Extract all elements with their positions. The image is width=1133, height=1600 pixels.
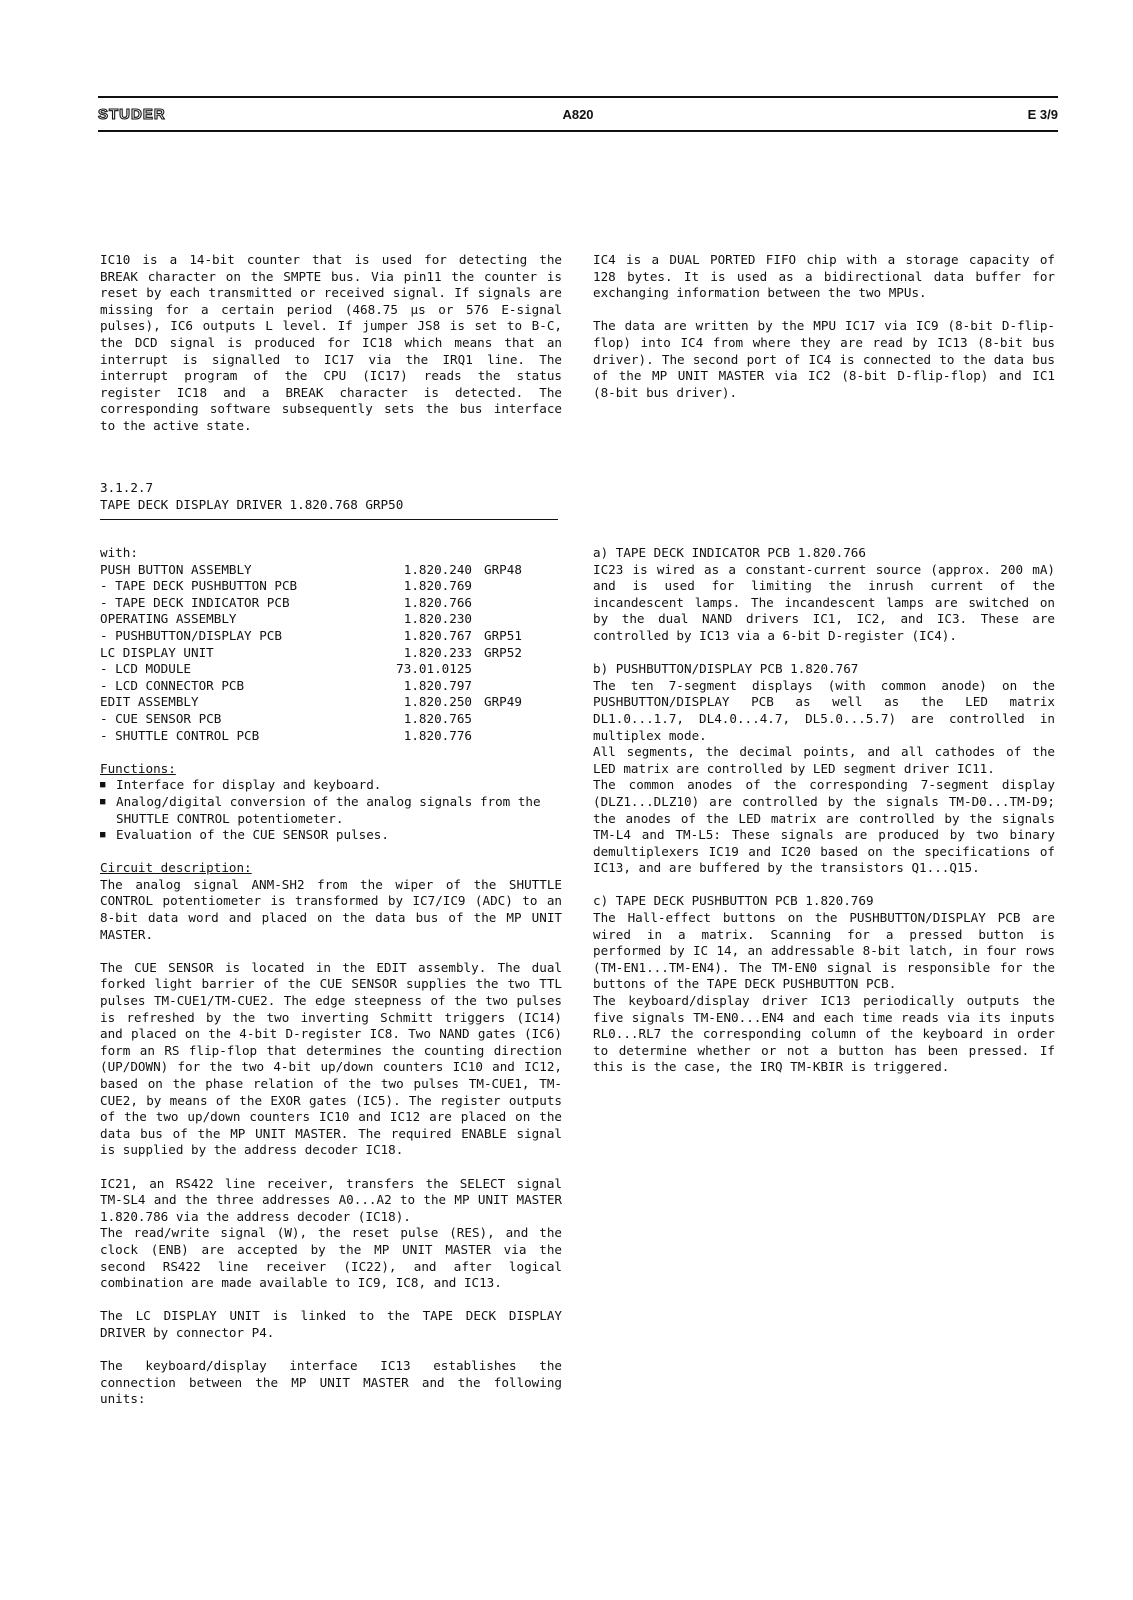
list-item: ■ Evaluation of the CUE SENSOR pulses.	[100, 827, 562, 844]
left-main-column	[100, 545, 562, 1408]
part-name: - CUE SENSOR PCB	[100, 710, 222, 726]
table-row	[100, 728, 522, 745]
part-number: 1.820.230	[403, 611, 472, 627]
part-group: GRP48	[484, 561, 522, 577]
pushbutton-pcb-title: c) TAPE DECK PUSHBUTTON PCB 1.820.769	[593, 893, 874, 909]
part-group	[472, 578, 522, 595]
part-name: - LCD CONNECTOR PCB	[100, 677, 245, 693]
section-title: TAPE DECK DISPLAY DRIVER 1.820.768 GRP50	[100, 496, 404, 512]
page-header	[98, 104, 1058, 126]
table-row	[100, 694, 522, 711]
part-name: - SHUTTLE CONTROL PCB	[100, 727, 260, 743]
list-item: ■ Interface for display and keyboard.	[100, 777, 562, 794]
pushbutton-display-text: All segments, the decimal points, and all cathodes of the LED matrix are controlled by LED segment driver IC11.	[593, 744, 1055, 776]
part-group	[472, 711, 522, 728]
part-number: 1.820.250	[403, 694, 472, 710]
part-number: 1.820.766	[403, 594, 472, 610]
parts-table	[100, 562, 522, 745]
pushbutton-pcb-text: The keyboard/display driver IC13 periodically outputs the five signals TM-EN0...EN4 and each time reads via its inputs RL0...RL7 the corresponding column of the keyboard in order to determine whether or not a button has been pressed. If this is the case, the IRQ TM-KBIR is triggered.	[593, 993, 1055, 1075]
part-number: 1.820.233	[403, 644, 472, 660]
data-flow-paragraph: The data are written by the MPU IC17 via IC9 (8-bit D-flip-flop) into IC4 from where they are read by IC13 (8-bit bus driver). The second port of IC4 is connected to the data bus of the MP UNIT MASTER via IC2 (8-bit D-flip-flop) and IC1 (8-bit bus driver).	[593, 318, 1055, 400]
part-group	[472, 728, 522, 745]
page-number: E 3/9	[1027, 107, 1058, 122]
table-row	[100, 562, 522, 579]
table-row	[100, 611, 522, 628]
circuit-paragraph: The keyboard/display interface IC13 establishes the connection between the MP UNIT MASTER and the following units:	[100, 1358, 562, 1407]
part-number: 1.820.769	[403, 578, 472, 594]
pushbutton-display-text: The ten 7-segment displays (with common anode) on the PUSHBUTTON/DISPLAY PCB as well as the LED matrix DL1.0...1.7, DL4.0...4.7, DL5.0...5.7) are controlled in multiplex mode.	[593, 677, 1055, 743]
part-name: LC DISPLAY UNIT	[100, 644, 214, 660]
circuit-paragraph: The LC DISPLAY UNIT is linked to the TAPE DECK DISPLAY DRIVER by connector P4.	[100, 1308, 562, 1340]
table-row	[100, 645, 522, 662]
table-row	[100, 661, 522, 678]
table-row	[100, 595, 522, 612]
top-left-column	[100, 252, 562, 435]
part-name: - TAPE DECK PUSHBUTTON PCB	[100, 578, 298, 594]
table-row	[100, 578, 522, 595]
break-counter-paragraph: IC10 is a 14-bit counter that is used for detecting the BREAK character on the SMPTE bus. Via pin11 the counter is reset by each transmitted or received signal. If signals are missing for a certain period (468.75 µs or 576 E-signal pulses), IC6 outputs L level. If jumper JS8 is set to B-C, the DCD signal is produced for IC18 which means that an interrupt is signalled to IC17 via the IRQ1 line. The interrupt program of the CPU (IC17) reads the status register IC18 and a BREAK character is detected. The corresponding software subsequently sets the bus interface to the active state.	[100, 252, 562, 433]
studer-logo: STUDER	[98, 106, 166, 123]
part-number: 1.820.765	[403, 710, 472, 726]
functions-list	[100, 777, 562, 843]
pushbutton-pcb-text: The Hall-effect buttons on the PUSHBUTTON/DISPLAY PCB are wired in a matrix. Scanning for a pressed button is performed by IC 14, an addressable 8-bit latch, in four rows (TM-EN1...TM-EN4). The TM-EN0 signal is responsible for the buttons of the TAPE DECK PUSHBUTTON PCB.	[593, 910, 1055, 992]
part-name: OPERATING ASSEMBLY	[100, 611, 237, 627]
part-group	[472, 678, 522, 695]
fifo-paragraph: IC4 is a DUAL PORTED FIFO chip with a storage capacity of 128 bytes. It is used as a bidirectional data buffer for exchanging information between the two MPUs.	[593, 252, 1055, 301]
part-name: - TAPE DECK INDICATOR PCB	[100, 594, 290, 610]
model-name: A820	[562, 107, 594, 122]
section-number: 3.1.2.7	[100, 480, 154, 495]
circuit-paragraph: IC21, an RS422 line receiver, transfers the SELECT signal TM-SL4 and the three addresses A0...A2 to the MP UNIT MASTER 1.820.786 via the address decoder (IC18).	[100, 1175, 562, 1224]
circuit-paragraph: The analog signal ANM-SH2 from the wiper of the SHUTTLE CONTROL potentiometer is transformed by IC7/IC9 (ADC) to an 8-bit data word and placed on the data bus of the MP UNIT MASTER.	[100, 876, 562, 942]
circuit-heading: Circuit description:	[100, 860, 252, 876]
table-row	[100, 628, 522, 645]
table-row	[100, 711, 522, 728]
functions-heading: Functions:	[100, 760, 176, 776]
list-item: ■ Analog/digital conversion of the analog signals from the SHUTTLE CONTROL potentiometer.	[100, 794, 562, 827]
header-bottom-rule	[98, 130, 1058, 132]
parts-intro: with:	[100, 545, 138, 560]
section-underline	[100, 519, 558, 520]
part-number: 1.820.776	[403, 727, 472, 743]
part-name: - PUSHBUTTON/DISPLAY PCB	[100, 627, 282, 643]
circuit-paragraph: The read/write signal (W), the reset pulse (RES), and the clock (ENB) are accepted by the MP UNIT MASTER via the second RS422 line receiver (IC22), and after logical combination are made available to IC9, IC8, and IC13.	[100, 1225, 562, 1291]
circuit-paragraph: The CUE SENSOR is located in the EDIT assembly. The dual forked light barrier of the CUE SENSOR supplies the two TTL pulses TM-CUE1/TM-CUE2. The edge steepness of the two pulses is refreshed by the two inverting Schmitt triggers (IC14) and placed on the 4-bit D-register IC8. Two NAND gates (IC6) form an RS flip-flop that determines the counting direction (UP/DOWN) for the two 4-bit up/down counters IC10 and IC12, based on the phase relation of the two pulses TM-CUE1, TM-CUE2, by means of the EXOR gates (IC5). The register outputs of the two up/down counters IC10 and IC12 are placed on the data bus of the MP UNIT MASTER. The required ENABLE signal is supplied by the address decoder IC18.	[100, 959, 562, 1158]
part-group: GRP52	[484, 644, 522, 660]
part-name: PUSH BUTTON ASSEMBLY	[100, 561, 252, 577]
part-group: GRP49	[484, 694, 522, 710]
table-row	[100, 678, 522, 695]
part-group	[472, 611, 522, 628]
part-name: - LCD MODULE	[100, 661, 191, 677]
part-group	[472, 595, 522, 612]
part-group: GRP51	[484, 627, 522, 643]
part-number: 1.820.797	[403, 677, 472, 693]
header-top-rule	[98, 96, 1058, 98]
top-right-column	[593, 252, 1055, 401]
pushbutton-display-title: b) PUSHBUTTON/DISPLAY PCB 1.820.767	[593, 661, 859, 677]
section-heading	[100, 480, 562, 513]
pushbutton-display-text: The common anodes of the corresponding 7-segment display (DLZ1...DLZ10) are controlled by the signals TM-D0...TM-D9; the anodes of the LED matrix are controlled by the signals TM-L4 and TM-L5: These signals are produced by two binary demultiplexers IC19 and IC20 based on the specifications of IC13, and are buffered by the transistors Q1...Q15.	[593, 777, 1055, 876]
part-number: 1.820.767	[403, 627, 472, 643]
part-name: EDIT ASSEMBLY	[100, 694, 199, 710]
part-number: 73.01.0125	[396, 661, 472, 677]
indicator-pcb-text: IC23 is wired as a constant-current source (approx. 200 mA) and is used for limiting the inrush current of the incandescent lamps. The incandescent lamps are switched on by the dual NAND drivers IC1, IC2, and IC3. These are controlled by IC13 via a 6-bit D-register (IC4).	[593, 561, 1055, 643]
right-main-column	[593, 545, 1055, 1076]
part-group	[472, 661, 522, 678]
part-number: 1.820.240	[403, 561, 472, 577]
indicator-pcb-title: a) TAPE DECK INDICATOR PCB 1.820.766	[593, 545, 866, 560]
